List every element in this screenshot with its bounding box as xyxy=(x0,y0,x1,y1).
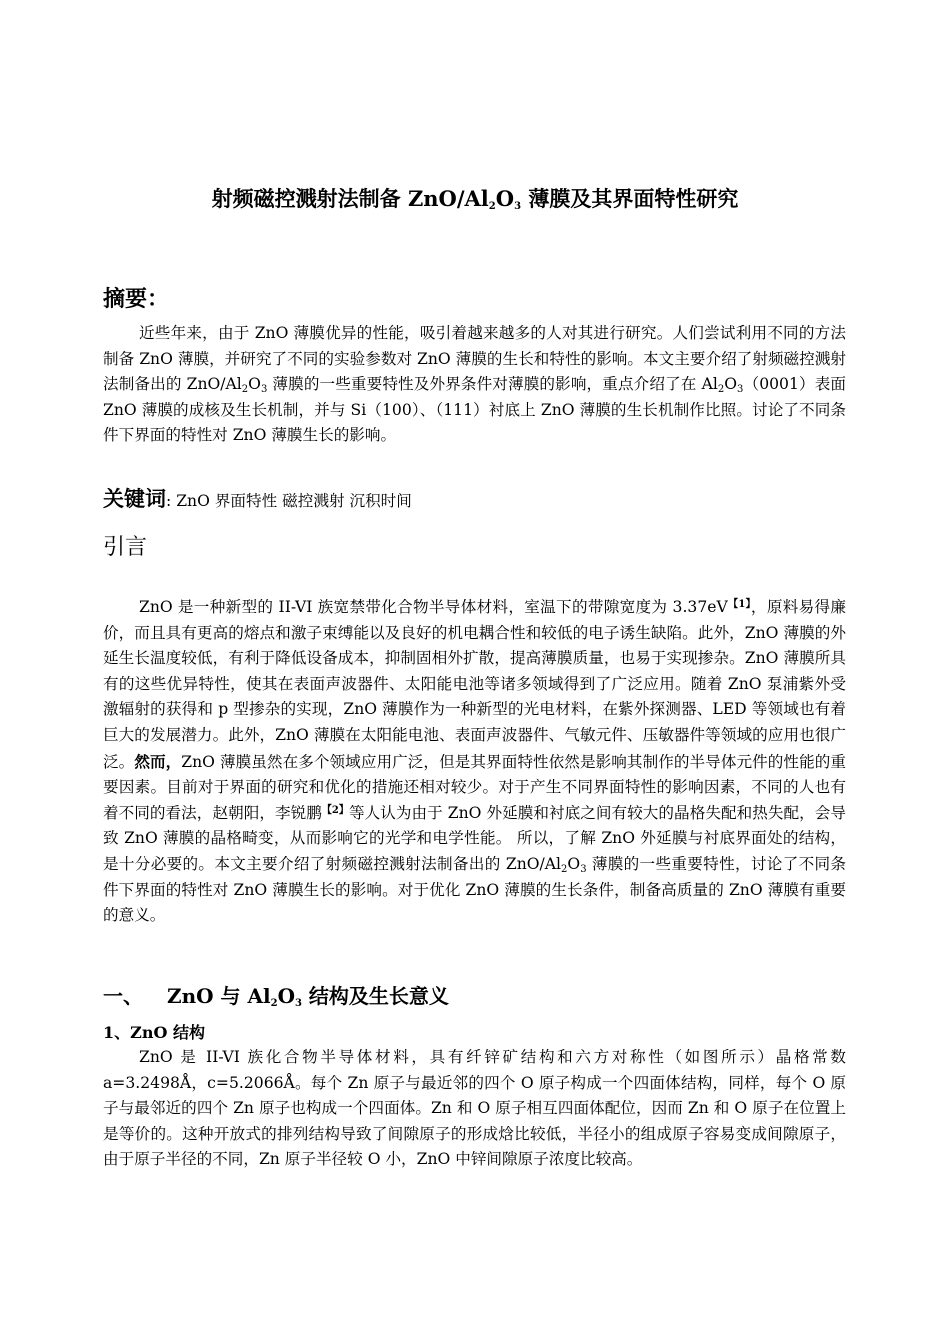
title-subscript-2: 2 xyxy=(488,201,496,212)
paper-title xyxy=(0,183,950,215)
section-1-text-b: O xyxy=(277,984,295,1008)
intro-text-5: O xyxy=(567,854,581,873)
title-text-a: 射频磁控溅射法制备 ZnO/Al xyxy=(211,186,489,211)
abstract-text-1: 近些年来，由于 ZnO 薄膜优异的性能，吸引着越来越多的人对其进行研究。人们尝试利用不同的方法制备 ZnO 薄膜，并研究了不同的实验参数对 ZnO 薄膜的生长和特性的影响。本文主要介绍了射频磁控溅射法制备出的 ZnO/Al xyxy=(103,324,846,393)
title-text-b: O xyxy=(495,186,515,211)
intro-text-3: ZnO 薄膜虽然在多个领域应用广泛，但是其界面特性依然是影响其制作的半导体元件的性能的重要因素。目前对于界面的研究和优化的措施还相对较少。对于产生不同界面特性的影响因素，不同的人也有着不同的看法，赵朝阳，李锐鹏 xyxy=(103,752,846,822)
intro-text-4: 等人认为由于 ZnO 外延膜和衬底之间有较大的晶格失配和热失配，会导致 ZnO 薄膜的晶格畸变，从而影响它的光学和电学性能。 所以，了解 ZnO 外延膜与衬底界面处的结构， 是十分必要的。本文主要介绍了射频磁控溅射法制备出的 ZnO/Al xyxy=(103,803,846,873)
zno-structure-paragraph: ZnO 是 II-VI 族化合物半导体材料，具有纤锌矿结构和六方对称性（如图所示）晶格常数 a=3.2498Å，c=5.2066Å。每个 Zn 原子与最近邻的四个 O 原子构成一个四面体结构，同样，每个 O 原子与最邻近的四个 Zn 原子也构成一个四面体。Zn 和 O 原子相互四面体配位，因而 Zn 和 O 原子在位置上是等价的。这种开放式的排列结构导致了间隙原子的形成焓比较低，半径小的组成原子容易变成间隙原子，由于原子半径的不同，Zn 原子半径较 O 小，ZnO 中锌间隙原子浓度比较高。 xyxy=(103,1048,846,1168)
reference-1: 【1】 xyxy=(727,599,751,610)
introduction-heading: 引言 xyxy=(103,535,148,560)
abstract-sub-2: 3 xyxy=(260,384,268,395)
section-1-sub-2: 3 xyxy=(295,998,302,1009)
intro-text-2: ，原料易得廉价，而且具有更高的熔点和激子束缚能以及良好的机电耦合性和较低的电子诱生缺陷。此外，ZnO 薄膜的外延生长温度较低，有利于降低设备成本，抑制固相外扩散，提高薄膜质量，也易于实现掺杂。ZnO 薄膜所具有的这些优异特性，使其在表面声波器件、太阳能电池等诸多领域得到了广泛应用。随着 ZnO 泵浦紫外受激辐射的获得和 p 型掺杂的实现，ZnO 薄膜作为一种新型的光电材料，在紫外探测器、LED 等领域也有着巨大的发展潜力。此外，ZnO 薄膜在太阳能电池、表面声波器件、气敏元件、压敏器件等领域的应用也很广泛。 xyxy=(103,598,846,771)
intro-sub-1: 2 xyxy=(561,863,568,875)
abstract-text-2: O xyxy=(248,375,261,393)
title-text-c: 薄膜及其界面特性研究 xyxy=(521,186,739,211)
keywords-text: : ZnO 界面特性 磁控溅射 沉积时间 xyxy=(166,492,412,510)
section-1-sub-1: 2 xyxy=(270,998,278,1009)
abstract-sub-3: 2 xyxy=(717,384,725,395)
section-1-text-c: 结构及生长意义 xyxy=(301,984,449,1008)
abstract-text-5: （0001）表面 ZnO 薄膜的成核及生长机制，并与 Si（100）、（111）衬底上 ZnO 薄膜的生长机制作比照。讨论了不同条件下界面的特性对 ZnO 薄膜生长的影响。 xyxy=(103,375,847,444)
abstract-text-4: O xyxy=(724,375,737,393)
abstract-sub-4: 3 xyxy=(737,384,744,395)
reference-2: 【2】 xyxy=(321,804,349,816)
section-1-number: 一、 xyxy=(103,984,143,1008)
section-1-heading xyxy=(103,980,449,1012)
keywords-line xyxy=(103,483,412,517)
intro-sub-2: 3 xyxy=(580,863,587,875)
abstract-paragraph xyxy=(103,321,846,449)
abstract-heading: 摘要： xyxy=(103,286,170,312)
intro-text-6: 薄膜的一些重要特性，讨论了不同条件下界面的特性对 ZnO 薄膜生长的影响。对于优化 ZnO 薄膜的生长条件，制备高质量的 ZnO 薄膜有重要的意义。 xyxy=(103,854,846,925)
subsection-1-heading: 1、ZnO 结构 xyxy=(103,1023,205,1042)
intro-bold-however: 然而， xyxy=(134,751,182,771)
introduction-paragraph xyxy=(103,595,846,929)
title-subscript-3: 3 xyxy=(514,201,522,212)
abstract-text-3: 薄膜的一些重要特性及外界条件对薄膜的影响，重点介绍了在 Al xyxy=(267,375,718,393)
section-1-text-a: ZnO 与 Al xyxy=(167,984,271,1008)
abstract-sub-1: 2 xyxy=(241,384,249,395)
intro-text-1: ZnO 是一种新型的 II-VI 族宽禁带化合物半导体材料，室温下的带隙宽度为 3.37eV xyxy=(139,598,728,616)
keywords-label: 关键词 xyxy=(103,486,166,511)
